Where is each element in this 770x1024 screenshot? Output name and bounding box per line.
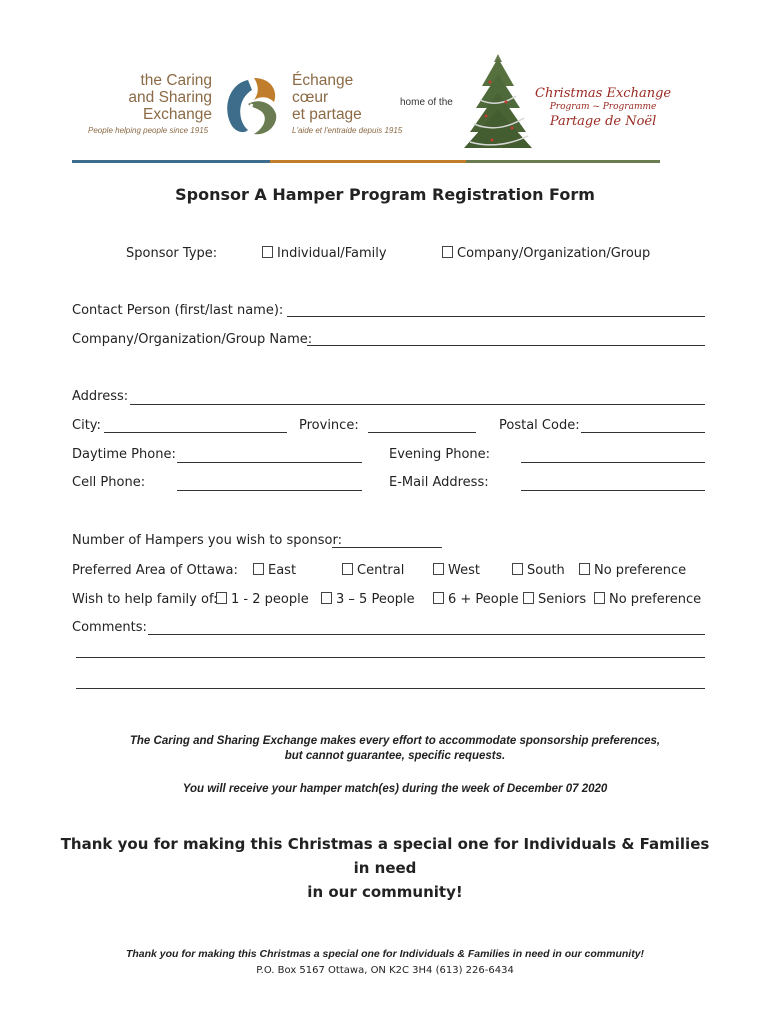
logo-en-line1: the Caring — [140, 72, 212, 89]
family-option-6-plus[interactable] — [433, 592, 519, 607]
daytime-phone-label: Daytime Phone: — [72, 447, 176, 462]
address-label: Address: — [72, 389, 129, 404]
family-option-3-5[interactable] — [321, 592, 415, 607]
disclaimer-line2: but cannot guarantee, specific requests. — [284, 750, 506, 762]
hampers-count-label: Number of Hampers you wish to sponsor: — [72, 533, 342, 548]
comments-field-line2[interactable] — [76, 657, 705, 658]
cell-phone-label: Cell Phone: — [72, 475, 146, 490]
program-line3: Partage de Noël — [549, 114, 657, 129]
logo-french-text — [292, 72, 362, 123]
option-label: Central — [357, 563, 405, 578]
checkbox[interactable] — [433, 563, 444, 575]
area-option-no-preference[interactable] — [579, 563, 686, 578]
header-rule-green — [466, 160, 660, 163]
checkbox[interactable] — [512, 563, 523, 575]
email-label: E-Mail Address: — [389, 475, 489, 490]
thanks-line1: Thank you for making this Christmas a special one for Individuals & Families in need — [60, 835, 710, 877]
evening-phone-field[interactable] — [521, 462, 705, 463]
comments-label: Comments: — [72, 620, 147, 635]
option-label: 6 + People — [448, 592, 519, 607]
contact-person-label: Contact Person (first/last name): — [72, 303, 284, 318]
comments-field-line3[interactable] — [76, 688, 705, 689]
match-note: You will receive your hamper match(es) during the week of December 07 2020 — [182, 783, 608, 795]
comments-field-line1[interactable] — [148, 634, 705, 635]
family-option-1-2[interactable] — [216, 592, 309, 607]
checkbox[interactable] — [433, 592, 444, 604]
company-name-field[interactable] — [307, 345, 705, 346]
footer-thanks: Thank you for making this Christmas a special one for Individuals & Families in need in our community! — [125, 948, 645, 960]
daytime-phone-field[interactable] — [177, 462, 362, 463]
logo-en-tagline: People helping people since 1915 — [88, 126, 209, 135]
disclaimer — [95, 734, 695, 764]
province-label: Province: — [299, 418, 359, 433]
logo-fr-line2: cœur — [292, 89, 329, 106]
area-option-central[interactable] — [342, 563, 404, 578]
form-title: Sponsor A Hamper Program Registration Form — [175, 185, 595, 204]
logo-fr-line3: et partage — [292, 106, 362, 123]
family-size-label: Wish to help family of: — [72, 592, 218, 607]
family-option-no-preference[interactable] — [594, 592, 701, 607]
contact-person-field[interactable] — [287, 316, 705, 317]
logo-en-line3: Exchange — [143, 106, 212, 123]
cell-phone-field[interactable] — [177, 490, 362, 491]
option-label: 1 - 2 people — [231, 592, 309, 607]
logo-en-line2: and Sharing — [128, 89, 212, 106]
disclaimer-line1: The Caring and Sharing Exchange makes every effort to accommodate sponsorship preferences, — [129, 735, 661, 747]
email-field[interactable] — [521, 490, 705, 491]
evening-phone-label: Evening Phone: — [389, 447, 491, 462]
checkbox[interactable] — [342, 563, 353, 575]
address-field[interactable] — [130, 404, 705, 405]
preferred-area-label: Preferred Area of Ottawa: — [72, 563, 238, 578]
option-label: Individual/Family — [277, 246, 387, 261]
header-rule-orange — [270, 160, 466, 163]
city-label: City: — [72, 418, 101, 433]
sponsor-type-label: Sponsor Type: — [126, 246, 218, 261]
sponsor-option-company[interactable] — [442, 246, 650, 261]
option-label: Seniors — [538, 592, 587, 607]
area-option-west[interactable] — [433, 563, 480, 578]
family-option-seniors[interactable] — [523, 592, 586, 607]
option-label: East — [268, 563, 297, 578]
sponsor-option-individual[interactable] — [262, 246, 387, 261]
company-name-label: Company/Organization/Group Name: — [72, 332, 313, 347]
checkbox[interactable] — [523, 592, 534, 604]
checkbox[interactable] — [253, 563, 264, 575]
postal-code-field[interactable] — [581, 432, 705, 433]
logo-fr-line1: Échange — [292, 72, 354, 89]
checkbox[interactable] — [579, 563, 590, 575]
area-option-south[interactable] — [512, 563, 565, 578]
option-label: No preference — [609, 592, 702, 607]
thanks-line2: in our community! — [307, 883, 463, 901]
program-line2: Program ~ Programme — [549, 102, 657, 112]
city-field[interactable] — [104, 432, 287, 433]
checkbox[interactable] — [594, 592, 605, 604]
option-label: No preference — [594, 563, 687, 578]
checkbox[interactable] — [321, 592, 332, 604]
checkbox[interactable] — [216, 592, 227, 604]
hampers-count-field[interactable] — [332, 547, 442, 548]
logo-english-text — [88, 72, 212, 123]
checkbox[interactable] — [262, 246, 273, 258]
area-option-east[interactable] — [253, 563, 296, 578]
thank-you-message — [60, 832, 710, 904]
organization-logo-icon — [218, 74, 284, 138]
home-of-text: home of the — [400, 97, 453, 108]
option-label: Company/Organization/Group — [457, 246, 651, 261]
option-label: West — [448, 563, 480, 578]
footer-address: P.O. Box 5167 Ottawa, ON K2C 3H4 (613) 226-6434 — [256, 965, 514, 976]
province-field[interactable] — [368, 432, 476, 433]
header-rule-blue — [72, 160, 270, 163]
option-label: 3 – 5 People — [336, 592, 415, 607]
christmas-tree-icon — [462, 52, 534, 154]
logo-fr-tagline: L'aide et l'entraide depuis 1915 — [292, 126, 403, 135]
checkbox[interactable] — [442, 246, 453, 258]
program-name — [535, 86, 671, 130]
postal-code-label: Postal Code: — [499, 418, 580, 433]
program-line1: Christmas Exchange — [535, 86, 672, 101]
option-label: South — [527, 563, 565, 578]
